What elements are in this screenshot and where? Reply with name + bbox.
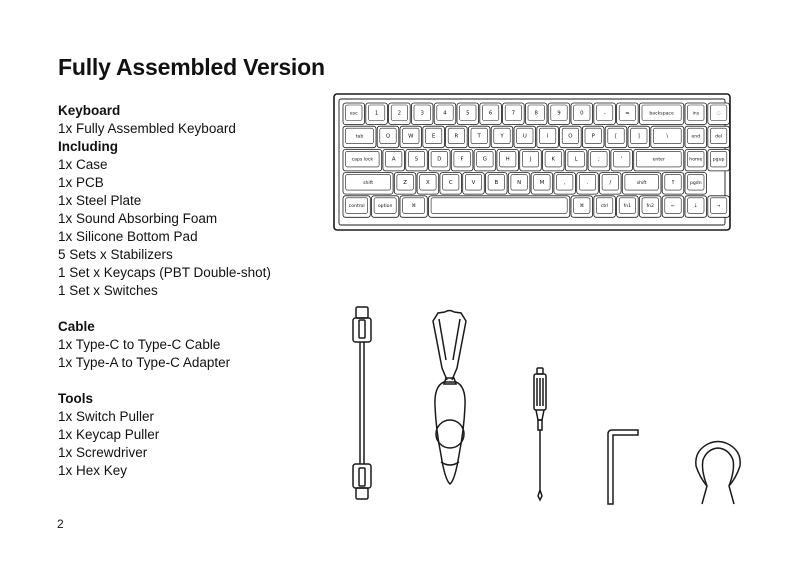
- key-label: H: [505, 156, 510, 163]
- keycap: [343, 196, 370, 218]
- key-label: O: [568, 133, 573, 140]
- keycap: [611, 149, 633, 171]
- key-label: R: [454, 133, 459, 140]
- keycap: [639, 103, 683, 125]
- key-label: fn2: [646, 204, 654, 210]
- key-label: ]: [637, 133, 640, 140]
- key-label: B: [494, 179, 499, 186]
- keycap: [605, 126, 627, 148]
- key-label: 9: [557, 110, 561, 117]
- key-label: 8: [534, 110, 538, 117]
- key-label: ⌘: [411, 204, 416, 210]
- accessories-illustration: [340, 300, 750, 520]
- keycap: [400, 126, 422, 148]
- key-label: ⌘: [579, 204, 585, 210]
- keycap: [400, 196, 427, 218]
- key-label: 7: [511, 110, 516, 117]
- key-label: enter: [652, 157, 665, 163]
- keycap: [685, 103, 707, 125]
- keycap: [394, 173, 416, 195]
- keycap-puller-icon: [433, 311, 466, 485]
- key-label: C: [448, 179, 453, 186]
- keycap: [531, 173, 553, 195]
- key-label: shift: [363, 180, 374, 186]
- key-label: P: [591, 133, 595, 140]
- list-item: 1x Silicone Bottom Pad: [58, 229, 198, 244]
- key-label: ,: [563, 179, 566, 186]
- keycap: [617, 196, 639, 218]
- key-label: fn1: [623, 204, 632, 210]
- key-label: .: [586, 179, 589, 186]
- keycap: [708, 126, 730, 148]
- keycap: [343, 173, 393, 195]
- key-label: 1: [374, 110, 379, 117]
- keycap: [577, 173, 599, 195]
- list-item: 1x Sound Absorbing Foam: [58, 211, 218, 226]
- keycap: [514, 126, 536, 148]
- list-item: 1x Screwdriver: [58, 445, 148, 460]
- key-label: F: [460, 156, 464, 163]
- key-label: [: [614, 133, 618, 140]
- section-heading-keyboard: Keyboard: [58, 103, 121, 118]
- list-item: 1x Fully Assembled Keyboard: [58, 121, 236, 136]
- key-label: ◌: [716, 111, 721, 117]
- keycap: [377, 126, 399, 148]
- keycap: [594, 196, 616, 218]
- keycap: [429, 196, 570, 218]
- switch-puller-icon: [696, 442, 740, 505]
- key-label: caps lock: [351, 157, 374, 163]
- key-label: G: [482, 156, 487, 163]
- keycap: [446, 126, 468, 148]
- key-label: 6: [488, 110, 493, 117]
- key-label: ←: [671, 204, 675, 210]
- key-label: 2: [397, 110, 402, 117]
- page-title: Fully Assembled Version: [58, 54, 325, 80]
- list-item: 1x Type-C to Type-C Cable: [58, 337, 221, 352]
- key-label: ins: [692, 111, 700, 117]
- keycap: [594, 103, 616, 125]
- keycap: [343, 103, 365, 125]
- list-item: 1 Set x Switches: [58, 283, 158, 298]
- key-label: ↓: [693, 204, 698, 210]
- keycap: [463, 173, 485, 195]
- key-label: /: [609, 179, 612, 186]
- keycap: [480, 103, 502, 125]
- keycap: [343, 126, 376, 148]
- key-label: control: [348, 204, 365, 210]
- key-label: →: [716, 204, 721, 210]
- usb-c-cable-icon: [353, 307, 371, 499]
- key-label: A: [391, 156, 396, 163]
- key-label: M: [539, 179, 545, 186]
- keycap: [417, 173, 439, 195]
- keycap: [685, 173, 707, 195]
- key-label: 0: [580, 110, 584, 117]
- list-item: 1x Steel Plate: [58, 193, 142, 208]
- key-label: ;: [597, 156, 600, 163]
- section-heading-cable: Cable: [58, 319, 95, 334]
- list-item: 1x Case: [58, 157, 108, 172]
- key-label: I: [546, 133, 549, 140]
- key-label: Z: [403, 179, 407, 186]
- keycap: [406, 149, 428, 171]
- page-number: 2: [57, 517, 64, 531]
- key-label: \: [666, 133, 669, 140]
- contents-list: [58, 102, 271, 480]
- keycap: [457, 103, 479, 125]
- keycap: [451, 149, 473, 171]
- keycap: [508, 173, 530, 195]
- key-label: =: [625, 110, 630, 117]
- key-label: J: [529, 156, 532, 163]
- key-label: 3: [420, 110, 424, 117]
- list-item: 1x Switch Puller: [58, 409, 155, 424]
- screwdriver-icon: [534, 368, 546, 500]
- keycap: [525, 103, 547, 125]
- key-label: 4: [443, 110, 447, 117]
- keycap: [537, 126, 559, 148]
- keycap: [497, 149, 519, 171]
- keycap: [389, 103, 411, 125]
- keycap: [486, 173, 508, 195]
- keycap: [548, 103, 570, 125]
- key-label: N: [517, 179, 522, 186]
- keycap: [411, 103, 433, 125]
- key-label: esc: [349, 111, 358, 117]
- list-item: 1x Hex Key: [58, 463, 128, 478]
- key-label: home: [689, 157, 703, 163]
- keycap: [440, 173, 462, 195]
- key-label: shift: [636, 180, 647, 186]
- keycap: [685, 149, 707, 171]
- keycap: [503, 103, 525, 125]
- keycap: [434, 103, 456, 125]
- key-label: W: [408, 133, 414, 140]
- key-label: U: [522, 133, 527, 140]
- key-label: V: [471, 179, 476, 186]
- keycap: [474, 149, 496, 171]
- keycap: [639, 196, 661, 218]
- key-label: Q: [385, 133, 391, 140]
- keycap: [708, 149, 730, 171]
- keycap: [423, 126, 445, 148]
- key-label: Y: [500, 133, 504, 140]
- keycap: [634, 149, 684, 171]
- keycap: [628, 126, 650, 148]
- keycap: [708, 196, 730, 218]
- key-label: 5: [466, 110, 470, 117]
- keycap: [520, 149, 542, 171]
- keycap: [571, 103, 593, 125]
- keycap: [468, 126, 490, 148]
- key-label: tab: [355, 134, 364, 140]
- keycap: [372, 196, 399, 218]
- list-item: 1 Set x Keycaps (PBT Double-shot): [58, 265, 271, 280]
- key-label: pgup: [712, 157, 725, 163]
- key-label: ctrl: [600, 204, 609, 210]
- keycap: [383, 149, 405, 171]
- keycap: [662, 196, 684, 218]
- keycap: [366, 103, 388, 125]
- hex-key-icon: [608, 430, 638, 504]
- keycap: [588, 149, 610, 171]
- key-label: del: [715, 134, 723, 140]
- key-label: backspace: [649, 111, 674, 117]
- key-label: L: [574, 156, 578, 163]
- key-label: D: [437, 156, 442, 163]
- keycap: [543, 149, 565, 171]
- key-label: E: [431, 133, 436, 140]
- keycap: [582, 126, 604, 148]
- keycap: [617, 103, 639, 125]
- key-label: K: [551, 156, 556, 163]
- key-label: end: [691, 134, 701, 140]
- keycap: [491, 126, 513, 148]
- keycap: [622, 173, 661, 195]
- keycap: [429, 149, 451, 171]
- keycap: [708, 103, 730, 125]
- keycap: [571, 196, 593, 218]
- key-label: option: [377, 204, 393, 210]
- key-label: T: [477, 133, 481, 140]
- keycap: [343, 149, 382, 171]
- keycap: [600, 173, 622, 195]
- list-item: 1x Keycap Puller: [58, 427, 160, 442]
- list-item: 1x Type-A to Type-C Adapter: [58, 355, 231, 370]
- keycap: [565, 149, 587, 171]
- section-subheading-including: Including: [58, 139, 118, 154]
- key-label: pgdn: [689, 180, 702, 186]
- keycap: [685, 126, 707, 148]
- keycap: [554, 173, 576, 195]
- key-label: -: [603, 110, 606, 117]
- key-label: X: [426, 179, 430, 186]
- keycap: [662, 173, 684, 195]
- list-item: 1x PCB: [58, 175, 104, 190]
- keycap: [685, 196, 707, 218]
- keycap: [651, 126, 684, 148]
- key-label: ': [620, 156, 623, 163]
- keycap: [560, 126, 582, 148]
- key-label: ↑: [670, 179, 676, 186]
- list-item: 5 Sets x Stabilizers: [58, 247, 173, 262]
- key-label: S: [414, 156, 419, 163]
- section-heading-tools: Tools: [58, 391, 93, 406]
- keyboard-illustration: [333, 93, 733, 233]
